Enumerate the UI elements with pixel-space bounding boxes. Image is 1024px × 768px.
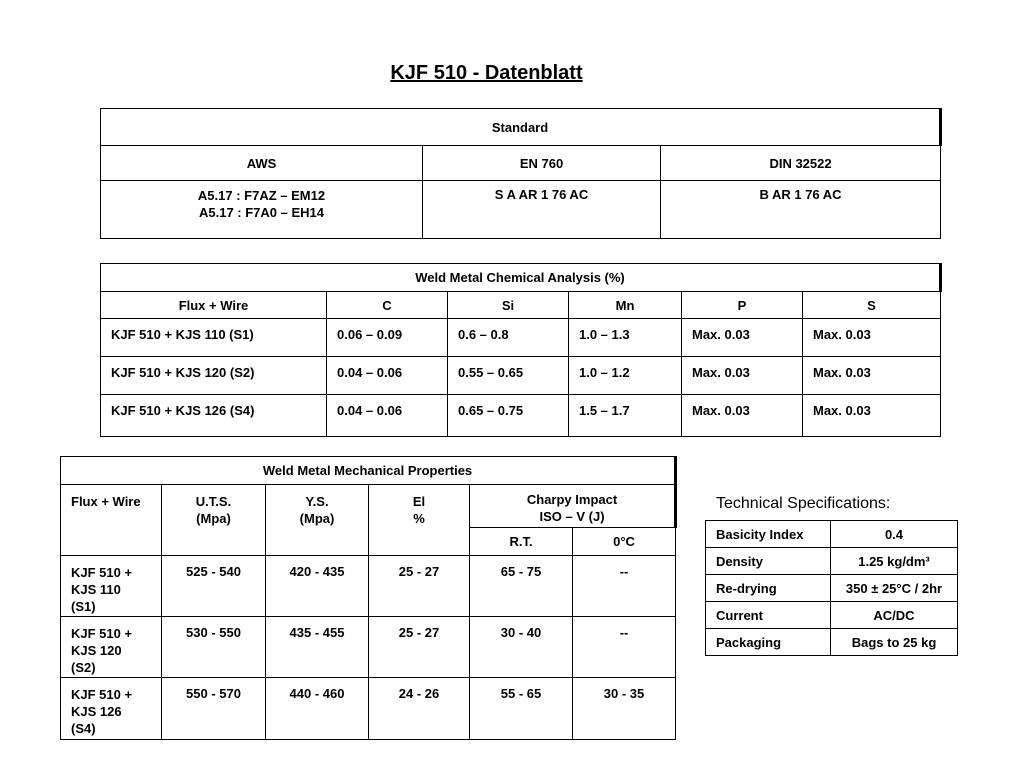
cell-el: 25 - 27 (369, 617, 470, 678)
cell-flux: KJF 510 + KJS 126 (S4) (101, 395, 327, 437)
cell-ys: 435 - 455 (266, 617, 369, 678)
flux-line: KJS 110 (71, 582, 121, 597)
cell-s: Max. 0.03 (803, 319, 941, 357)
tech-specs-title: Technical Specifications: (716, 495, 891, 512)
cell-0c: 30 - 35 (573, 678, 676, 740)
standard-table (100, 108, 942, 239)
spec-label: Packaging (706, 629, 831, 656)
col-charpy-label: Charpy Impact (526, 492, 618, 507)
cell-uts: 550 - 570 (162, 678, 266, 740)
spec-value: 0.4 (831, 521, 958, 548)
col-uts-unit: (Mpa) (196, 511, 231, 526)
cell-ys: 440 - 460 (266, 678, 369, 740)
col-ys-unit: (Mpa) (299, 511, 335, 526)
cell-flux: KJF 510 + KJS 120 (S2) (101, 357, 327, 395)
table-row (706, 629, 958, 656)
flux-line: KJF 510 + (71, 565, 133, 580)
cell-flux (61, 617, 162, 678)
col-charpy-unit: ISO – V (J) (539, 509, 605, 524)
cell-c: 0.06 – 0.09 (327, 319, 448, 357)
cell-mn: 1.5 – 1.7 (569, 395, 682, 437)
spec-label: Basicity Index (706, 521, 831, 548)
col-ys (266, 485, 369, 556)
table-row (706, 548, 958, 575)
spec-value: Bags to 25 kg (831, 629, 958, 656)
cell-s: Max. 0.03 (803, 357, 941, 395)
cell-p: Max. 0.03 (682, 357, 803, 395)
chemical-header: Weld Metal Chemical Analysis (%) (101, 264, 941, 292)
cell-c: 0.04 – 0.06 (327, 357, 448, 395)
cell-0c: -- (573, 556, 676, 617)
cell-flux (61, 556, 162, 617)
mechanical-header: Weld Metal Mechanical Properties (61, 457, 676, 485)
mechanical-properties-table (60, 456, 677, 740)
col-el (369, 485, 470, 556)
table-row (101, 357, 941, 395)
spec-label: Current (706, 602, 831, 629)
col-din32522: DIN 32522 (661, 146, 941, 181)
cell-el: 24 - 26 (369, 678, 470, 740)
table-row (101, 395, 941, 437)
col-rt: R.T. (470, 528, 573, 556)
cell-c: 0.04 – 0.06 (327, 395, 448, 437)
cell-0c: -- (573, 617, 676, 678)
cell-rt: 55 - 65 (470, 678, 573, 740)
cell-mn: 1.0 – 1.2 (569, 357, 682, 395)
flux-line: (S1) (71, 599, 96, 614)
chemical-analysis-table (100, 263, 942, 437)
col-flux-wire: Flux + Wire (101, 292, 327, 319)
col-p: P (682, 292, 803, 319)
cell-mn: 1.0 – 1.3 (569, 319, 682, 357)
col-aws: AWS (101, 146, 423, 181)
table-row (61, 556, 676, 617)
aws-value-1: A5.17 : F7AZ – EM12 (197, 188, 326, 203)
flux-line: (S2) (71, 660, 96, 675)
cell-rt: 65 - 75 (470, 556, 573, 617)
col-charpy (470, 485, 676, 528)
col-ys-label: Y.S. (305, 494, 329, 509)
col-el-label: El (412, 494, 426, 509)
cell-s: Max. 0.03 (803, 395, 941, 437)
cell-uts: 525 - 540 (162, 556, 266, 617)
col-uts-label: U.T.S. (195, 494, 232, 509)
cell-p: Max. 0.03 (682, 395, 803, 437)
cell-si: 0.65 – 0.75 (448, 395, 569, 437)
tech-specs-table (705, 520, 958, 656)
table-row (706, 602, 958, 629)
aws-values (101, 181, 423, 239)
table-row (101, 319, 941, 357)
spec-value: AC/DC (831, 602, 958, 629)
col-si: Si (448, 292, 569, 319)
en760-value: S A AR 1 76 AC (423, 181, 661, 239)
flux-line: KJS 126 (71, 704, 122, 719)
flux-line: KJF 510 + (71, 687, 133, 702)
cell-ys: 420 - 435 (266, 556, 369, 617)
flux-line: KJS 120 (71, 643, 122, 658)
aws-value-2: A5.17 : F7A0 – EH14 (198, 205, 324, 220)
spec-value: 350 ± 25°C / 2hr (831, 575, 958, 602)
col-uts (162, 485, 266, 556)
spec-label: Re-drying (706, 575, 831, 602)
col-s: S (803, 292, 941, 319)
standard-header: Standard (101, 109, 941, 146)
din-value: B AR 1 76 AC (661, 181, 941, 239)
col-en760: EN 760 (423, 146, 661, 181)
page-title: KJF 510 - Datenblatt (390, 62, 583, 84)
col-c: C (327, 292, 448, 319)
cell-flux: KJF 510 + KJS 110 (S1) (101, 319, 327, 357)
col-0c: 0°C (573, 528, 676, 556)
cell-si: 0.6 – 0.8 (448, 319, 569, 357)
table-row (61, 617, 676, 678)
flux-line: KJF 510 + (71, 626, 133, 641)
col-flux-wire: Flux + Wire (61, 485, 162, 556)
table-row (706, 575, 958, 602)
cell-el: 25 - 27 (369, 556, 470, 617)
spec-label: Density (706, 548, 831, 575)
table-row (61, 678, 676, 740)
flux-line: (S4) (71, 721, 96, 736)
cell-p: Max. 0.03 (682, 319, 803, 357)
cell-flux (61, 678, 162, 740)
col-mn: Mn (569, 292, 682, 319)
cell-si: 0.55 – 0.65 (448, 357, 569, 395)
table-row (706, 521, 958, 548)
cell-rt: 30 - 40 (470, 617, 573, 678)
col-el-unit: % (413, 511, 425, 526)
spec-value: 1.25 kg/dm³ (831, 548, 958, 575)
cell-uts: 530 - 550 (162, 617, 266, 678)
